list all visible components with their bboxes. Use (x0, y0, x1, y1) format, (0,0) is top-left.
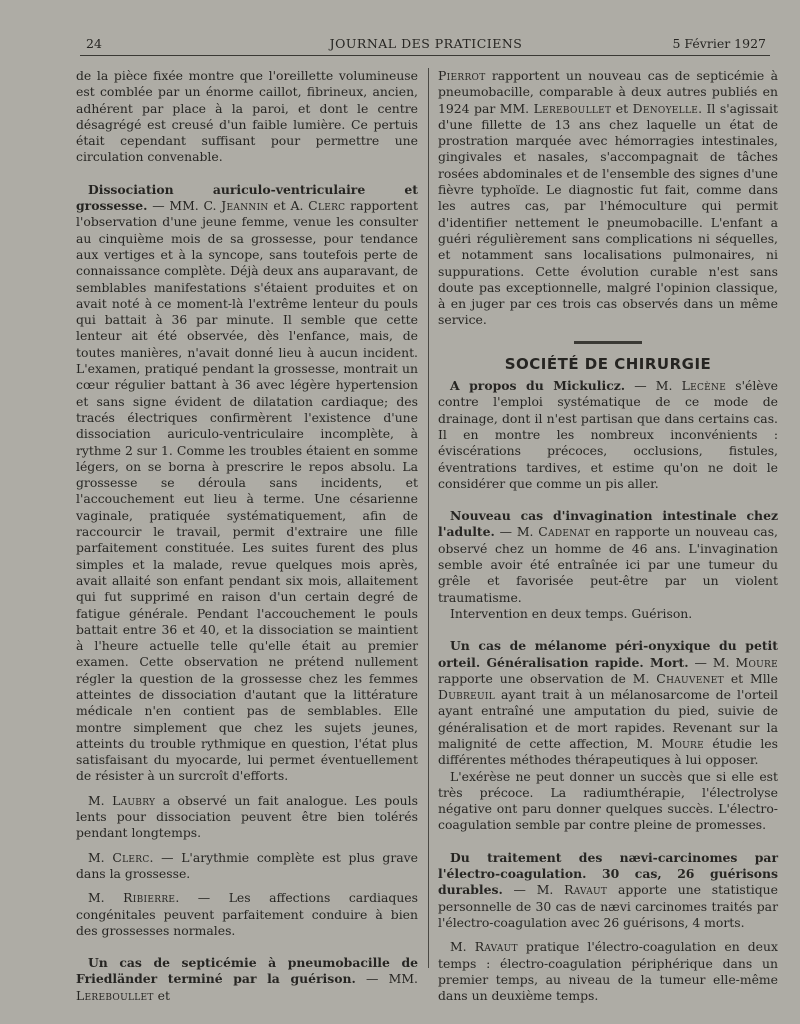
author-name: Pierrot (438, 68, 486, 83)
article-naevi: Du traitement des nævi-carcinomes par l'électro-coagulation. 30 cas, 26 guérisons durables. — M. Ravaut apporte une statistique personnelle de 30 cas de nævi carcinomes traités par l'électro-coagulation avec 26 guérisons, 4 morts. (438, 849, 778, 930)
article-melanome: Un cas de mélanome péri-onyxique du petit orteil. Généralisation rapide. Mort. — M. Moure rapporte une observation de M. Chauvenet et Mlle Dubreuil ayant trait à un mélanosarcome de l'orteil ayant entraîné une amputation du pied, suivie de généralisation et de mort rapides. Revenant sur la malignité de cette affection, M. Moure étudie les différentes méthodes thérapeutiques à lui opposer. (438, 638, 778, 768)
author-name: Laubry (112, 792, 156, 808)
author-name: Moure (661, 735, 704, 751)
section-heading: SOCIÉTÉ DE CHIRURGIE (504, 354, 712, 373)
article-title: Nouveau cas d'invagination intestinale chez l'adulte. (438, 508, 778, 540)
paragraph: M. Ravaut pratique l'électro-coagulation en deux temps : électro-coagulation périphérique dans un premier temps, au niveau de la tumeur elle-même dans un deuxième temps. (438, 939, 778, 1004)
article-title: Du traitement des nævi-carcinomes par l'électro-coagulation. 30 cas, 26 guérisons durables. (438, 849, 778, 898)
column-divider (428, 68, 429, 968)
author-name: Lereboullet (76, 987, 154, 1003)
article-septicemie: Un cas de septicémie à pneumobacille de Friedländer terminé par la guérison. — MM. Lereboullet et (76, 955, 418, 1003)
left-column (76, 68, 418, 1004)
page-number: 24 (86, 36, 102, 51)
header-rule (80, 55, 770, 56)
issue-date: 5 Février 1927 (672, 36, 766, 51)
article-dissociation: Dissociation auriculo-ventriculaire et grossesse. — MM. C. Jeannin et A. Clerc rapportent l'observation d'une jeune femme, venue les consulter au cinquième mois de sa grossesse, pour tendance aux vertiges et à la syncope, sans toutefois perte de connaissance complète. Déjà deux ans auparavant, de semblables manifestations s'étaient produites et on avait noté à ce moment-là l'extrême lenteur du pouls qui battait à 36 par minute. Il semble que cette lenteur ait été observée, dès l'enfance, mais, de toutes manières, n'avait donné lieu à aucun incident. L'examen, pratiqué pendant la grossesse, montrait un cœur régulier battant à 36 avec légère hypertension et sans signe évident de dilatation cardiaque; des tracés électriques confirmèrent l'existence d'une dissociation auriculo-ventriculaire incomplète, à rythme 2 sur 1. Comme les troubles étaient en somme légers, on se borna à prescrire le repos absolu. La grossesse se déroula sans incidents, et l'accouchement eut lieu à terme. Une césarienne vaginale, pratiquée systématiquement, afin de raccourcir le travail, permit d'extraire une fille parfaitement constituée. Les suites furent des plus simples et la malade, revue quelques mois après, avait allaité son enfant pendant six mois, allaitement qui fut supprimé en raison d'un certain degré de fatigue générale. Pendant l'accouchement le pouls battait entre 36 et 40, et la dissociation se maintient à l'heure actuelle telle qu'elle était au premier examen. Cette observation ne prétend nullement régler la question de la grossesse chez les femmes atteintes de dissociation d'autant que la littérature médicale n'en contient pas de semblables. Elle montre simplement que chez les sujets jeunes, atteints du trouble rythmique en question, l'état plus satisfaisant du myocarde, lui permet éventuellement de résister à un surcroît d'efforts. (76, 181, 418, 784)
journal-title: JOURNAL DES PRATICIENS (329, 36, 523, 51)
paragraph: M. Ribierre. — Les affections cardiaques congénitales peuvent parfaitement conduire à bien des grossesses normales. (76, 890, 418, 938)
author-name: Lecène (681, 378, 727, 394)
author-name: Lereboullet (533, 100, 612, 116)
paragraph: de la pièce fixée montre que l'oreillette volumineuse est comblée par un énorme caillot, fibrineux, ancien, adhérent par place à la paroi, et dont le centre désagrégé est creusé d'un faible lumière. Ce pertuis était cependant suffisant pour permettre une circulation convenable. (76, 68, 418, 165)
right-column (438, 68, 778, 1004)
author-name: Dubreuil (438, 687, 495, 703)
article-title: Dissociation auriculo-ventriculaire et grossesse. (76, 181, 418, 214)
author-name: Clerc (112, 849, 150, 865)
section-separator (574, 341, 642, 344)
paragraph: Pierrot rapportent un nouveau cas de septicémie à pneumobacille, comparable à deux autres publiés en 1924 par MM. Lereboullet et Denoyelle. Il s'agissait d'une fillette de 13 ans chez laquelle un état de prostration marquée avec hémorragies intestinales, gingivales et nasales, s'accompagnait de tâches rosées abdominales et de l'ensemble des signes d'une fièvre typhoïde. Le diagnostic fut fait, comme dans les autres cas, par l'hémoculture qui permit d'identifier nettement le pneumobacille. L'enfant a guéri régulièrement sans complications ni séquelles, et notamment sans localisations pulmonaires, ni suppurations. Cette évolution curable n'est sans doute pas exceptionnelle, malgré l'opinion classique, à en juger par ces trois cas observés dans un même service. (438, 68, 778, 328)
article-invagination: Nouveau cas d'invagination intestinale chez l'adulte. — M. Cadenat en rapporte un nouveau cas, observé chez un homme de 46 ans. L'invagination semble avoir été entraînée ici par une tumeur du grêle et favorisée peut-être par un violent traumatisme. (438, 508, 778, 605)
article-title: Un cas de mélanome péri-onyxique du petit orteil. Généralisation rapide. Mort. (438, 638, 778, 670)
article-mickulicz: A propos du Mickulicz. — M. Lecène s'élève contre l'emploi systématique de ce mode de drainage, dont il n'est partisan que dans certains cas. Il en montre les nombreux inconvénients : éviscérations précoces, occlusions, fistules, éventrations tardives, et estime qu'on ne doit le considérer que comme un pis aller. (438, 378, 778, 491)
author-name: Jeannin (221, 198, 269, 214)
paragraph: M. Clerc. — L'arythmie complète est plus grave dans la grossesse. (76, 849, 418, 881)
author-name: Clerc (308, 198, 346, 214)
running-header (86, 36, 766, 56)
article-title: A propos du Mickulicz. (450, 378, 626, 394)
author-name: Ribierre (123, 890, 176, 906)
author-name: Ravaut (564, 882, 608, 898)
paragraph: Intervention en deux temps. Guérison. (450, 605, 693, 621)
author-name: Cadenat (538, 524, 591, 540)
paragraph: L'exérèse ne peut donner un succès que si elle est très précoce. La radiumthérapie, l'électrolyse négative ont paru donner quelques succès. L'électro-coagulation semble par contre pleine de promesses. (438, 768, 778, 833)
author-name: Ravaut (474, 939, 518, 955)
author-name: Chauvenet (656, 670, 724, 686)
author-name: Denoyelle (632, 100, 699, 116)
article-title: Un cas de septicémie à pneumobacille de Friedländer terminé par la guérison. (76, 955, 418, 987)
paragraph: M. Laubry a observé un fait analogue. Les pouls lents pour dissociation peuvent être bien tolérés pendant longtemps. (76, 792, 418, 841)
author-name: Moure (735, 654, 778, 670)
